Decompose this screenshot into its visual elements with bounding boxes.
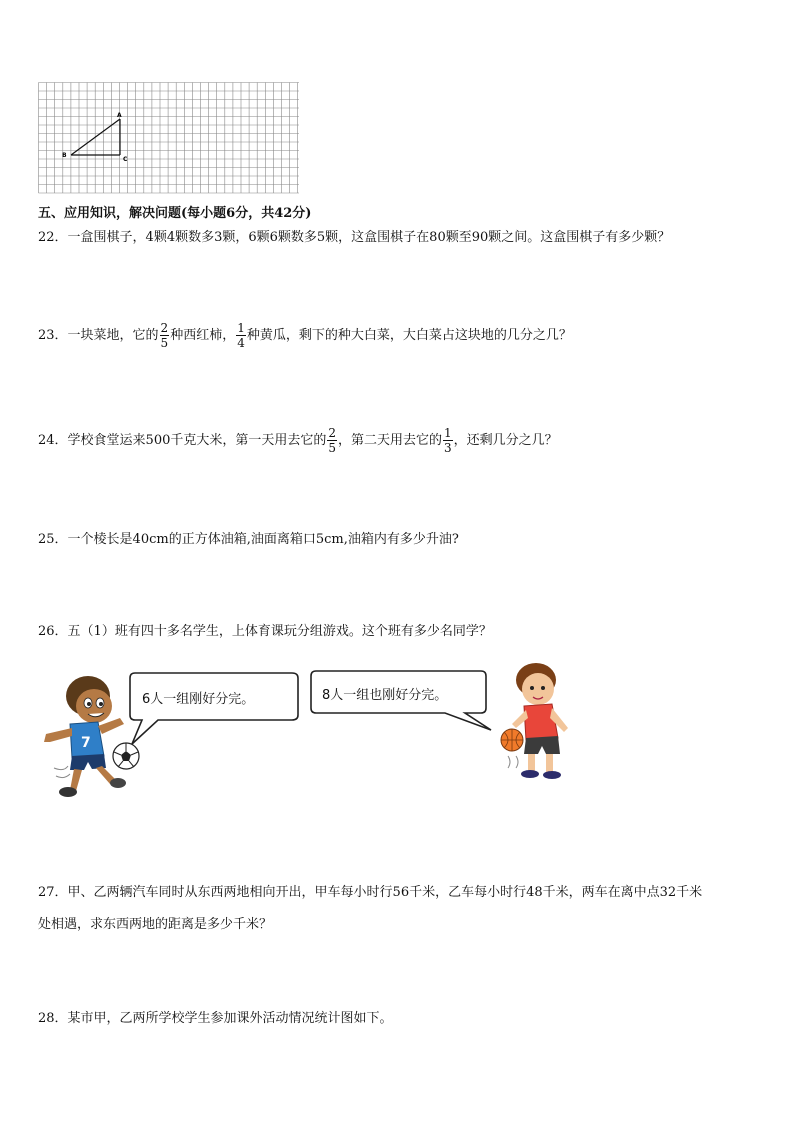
- vertex-label-c: C: [123, 156, 128, 163]
- question-24-part2: ，第二天用去它的: [338, 433, 443, 448]
- question-22: 22．一盒围棋子，4颗4颗数多3颗，6颗6颗数多5颗，这盒围棋子在80颗至90颗之间。这盒围棋子有多少颗？: [38, 230, 671, 245]
- question-27-line2: 处相遇，求东西两地的距离是多少千米？: [38, 917, 273, 932]
- right-bubble-shape: [305, 668, 497, 738]
- question-24-part1: 24．学校食堂运来500千克大米，第一天用去它的: [38, 433, 327, 448]
- basketball-icon: [501, 729, 523, 751]
- fraction-2-5: $\frac{2}{5}$: [160, 321, 169, 350]
- boy-with-basketball-illustration: [496, 662, 578, 786]
- section-title: 五、应用知识，解决问题(每小题6分，共42分): [38, 206, 312, 221]
- boy-with-soccer-ball-illustration: [36, 672, 146, 800]
- jersey-number: 7: [81, 735, 91, 751]
- vertex-label-a: A: [117, 112, 122, 119]
- question-26: 26．五（1）班有四十多名学生，上体育课玩分组游戏。这个班有多少名同学？: [38, 624, 492, 639]
- fraction-1-4: $\frac{1}{4}$: [237, 321, 245, 350]
- vertex-label-b: B: [62, 152, 67, 159]
- question-23-part3: 种黄瓜，剩下的种大白菜，大白菜占这块地的几分之几？: [246, 328, 572, 343]
- fraction-1-3: $\frac{1}{3}$: [444, 426, 452, 455]
- grid-triangle-figure: [38, 82, 300, 194]
- question-24-part3: ，还剩几分之几？: [453, 433, 558, 448]
- question-27-line1: 27．甲、乙两辆汽车同时从东西两地相向开出，甲车每小时行56千米，乙车每小时行48千米，两车在离中点32千米: [38, 885, 703, 900]
- question-25: 25．一个棱长是40cm的正方体油箱,油面离箱口5cm,油箱内有多少升油?: [38, 532, 459, 547]
- right-speech-bubble: 8人一组也刚好分完。: [322, 688, 448, 703]
- grid-lines: [39, 83, 300, 194]
- left-speech-bubble: 6人一组刚好分完。: [142, 692, 255, 707]
- question-24: [38, 427, 558, 454]
- question-28: 28．某市甲，乙两所学校学生参加课外活动情况统计图如下。: [38, 1011, 393, 1026]
- question-23-part2: 种西红柿，: [170, 328, 236, 343]
- question-23: [38, 322, 572, 349]
- soccer-ball-icon: [113, 743, 139, 769]
- question-23-part1: 23．一块菜地，它的: [38, 328, 159, 343]
- left-bubble-shape: [120, 670, 310, 750]
- fraction-2-5: $\frac{2}{5}$: [328, 426, 336, 455]
